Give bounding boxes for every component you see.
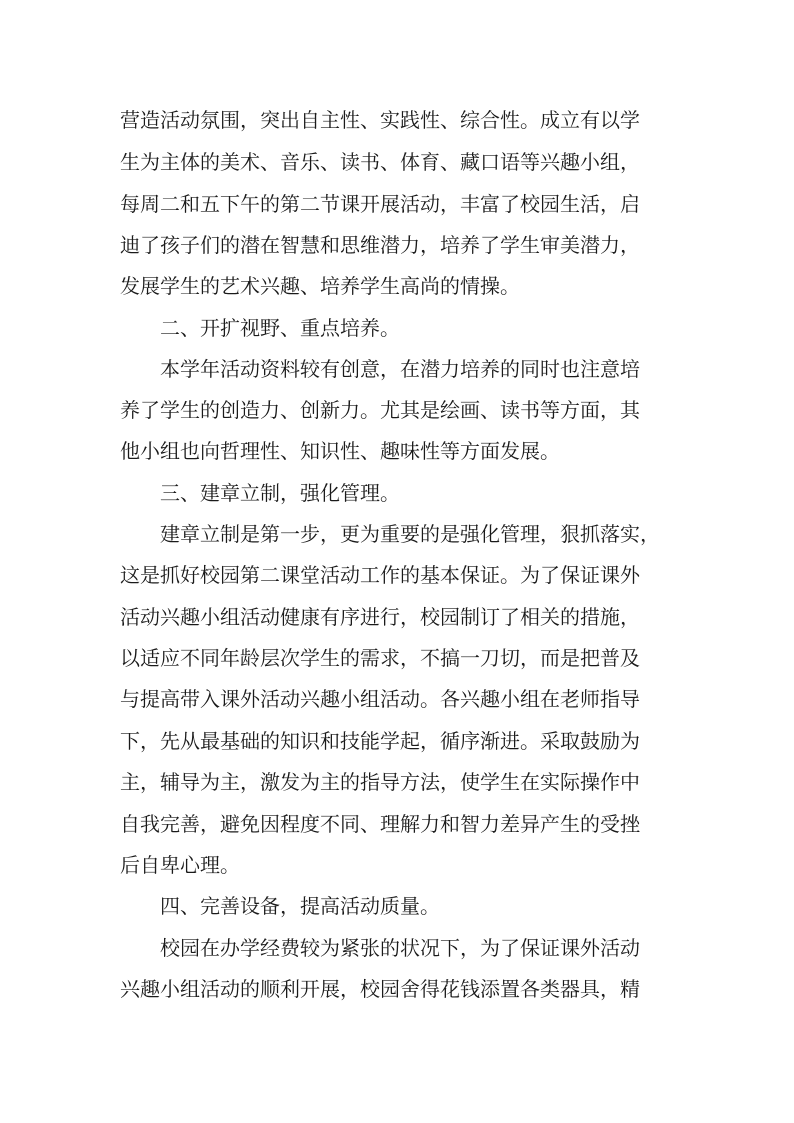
text-line: 营造活动氛围，突出自主性、实践性、综合性。成立有以学	[120, 108, 640, 132]
text-line: 下，先从最基础的知识和技能学起，循序渐进。采取鼓励为	[120, 729, 640, 753]
text-line: 本学年活动资料较有创意，在潜力培养的同时也注意培	[160, 357, 640, 381]
text-line: 主，辅导为主，激发为主的指导方法，使学生在实际操作中	[120, 770, 640, 794]
text-line: 建章立制是第一步，更为重要的是强化管理，狠抓落实，	[160, 522, 660, 546]
text-line: 校园在办学经费较为紧张的状况下，为了保证课外活动	[160, 936, 640, 960]
text-line: 迪了孩子们的潜在智慧和思维潜力，培养了学生审美潜力，	[120, 233, 640, 257]
text-line: 自我完善，避免因程度不同、理解力和智力差异产生的受挫	[120, 812, 640, 836]
text-line: 每周二和五下午的第二节课开展活动，丰富了校园生活，启	[120, 192, 640, 216]
section-heading: 二、开扩视野、重点培养。	[160, 316, 400, 340]
text-line: 这是抓好校园第二课堂活动工作的基本保证。为了保证课外	[120, 563, 640, 587]
section-heading: 四、完善设备，提高活动质量。	[160, 894, 440, 918]
text-line: 活动兴趣小组活动健康有序进行，校园制订了相关的措施，	[120, 605, 640, 629]
text-line: 发展学生的艺术兴趣、培养学生高尚的情操。	[120, 274, 520, 298]
text-line: 与提高带入课外活动兴趣小组活动。各兴趣小组在老师指导	[120, 687, 640, 711]
text-line: 兴趣小组活动的顺利开展，校园舍得花钱添置各类器具，精	[120, 977, 640, 1001]
text-line: 后自卑心理。	[120, 853, 240, 877]
text-line: 以适应不同年龄层次学生的需求，不搞一刀切，而是把普及	[120, 646, 640, 670]
text-line: 养了学生的创造力、创新力。尤其是绘画、读书等方面，其	[120, 398, 640, 422]
text-line: 生为主体的美术、音乐、读书、体育、藏口语等兴趣小组，	[120, 150, 640, 174]
section-heading: 三、建章立制，强化管理。	[160, 481, 400, 505]
text-line: 他小组也向哲理性、知识性、趣味性等方面发展。	[120, 439, 560, 463]
